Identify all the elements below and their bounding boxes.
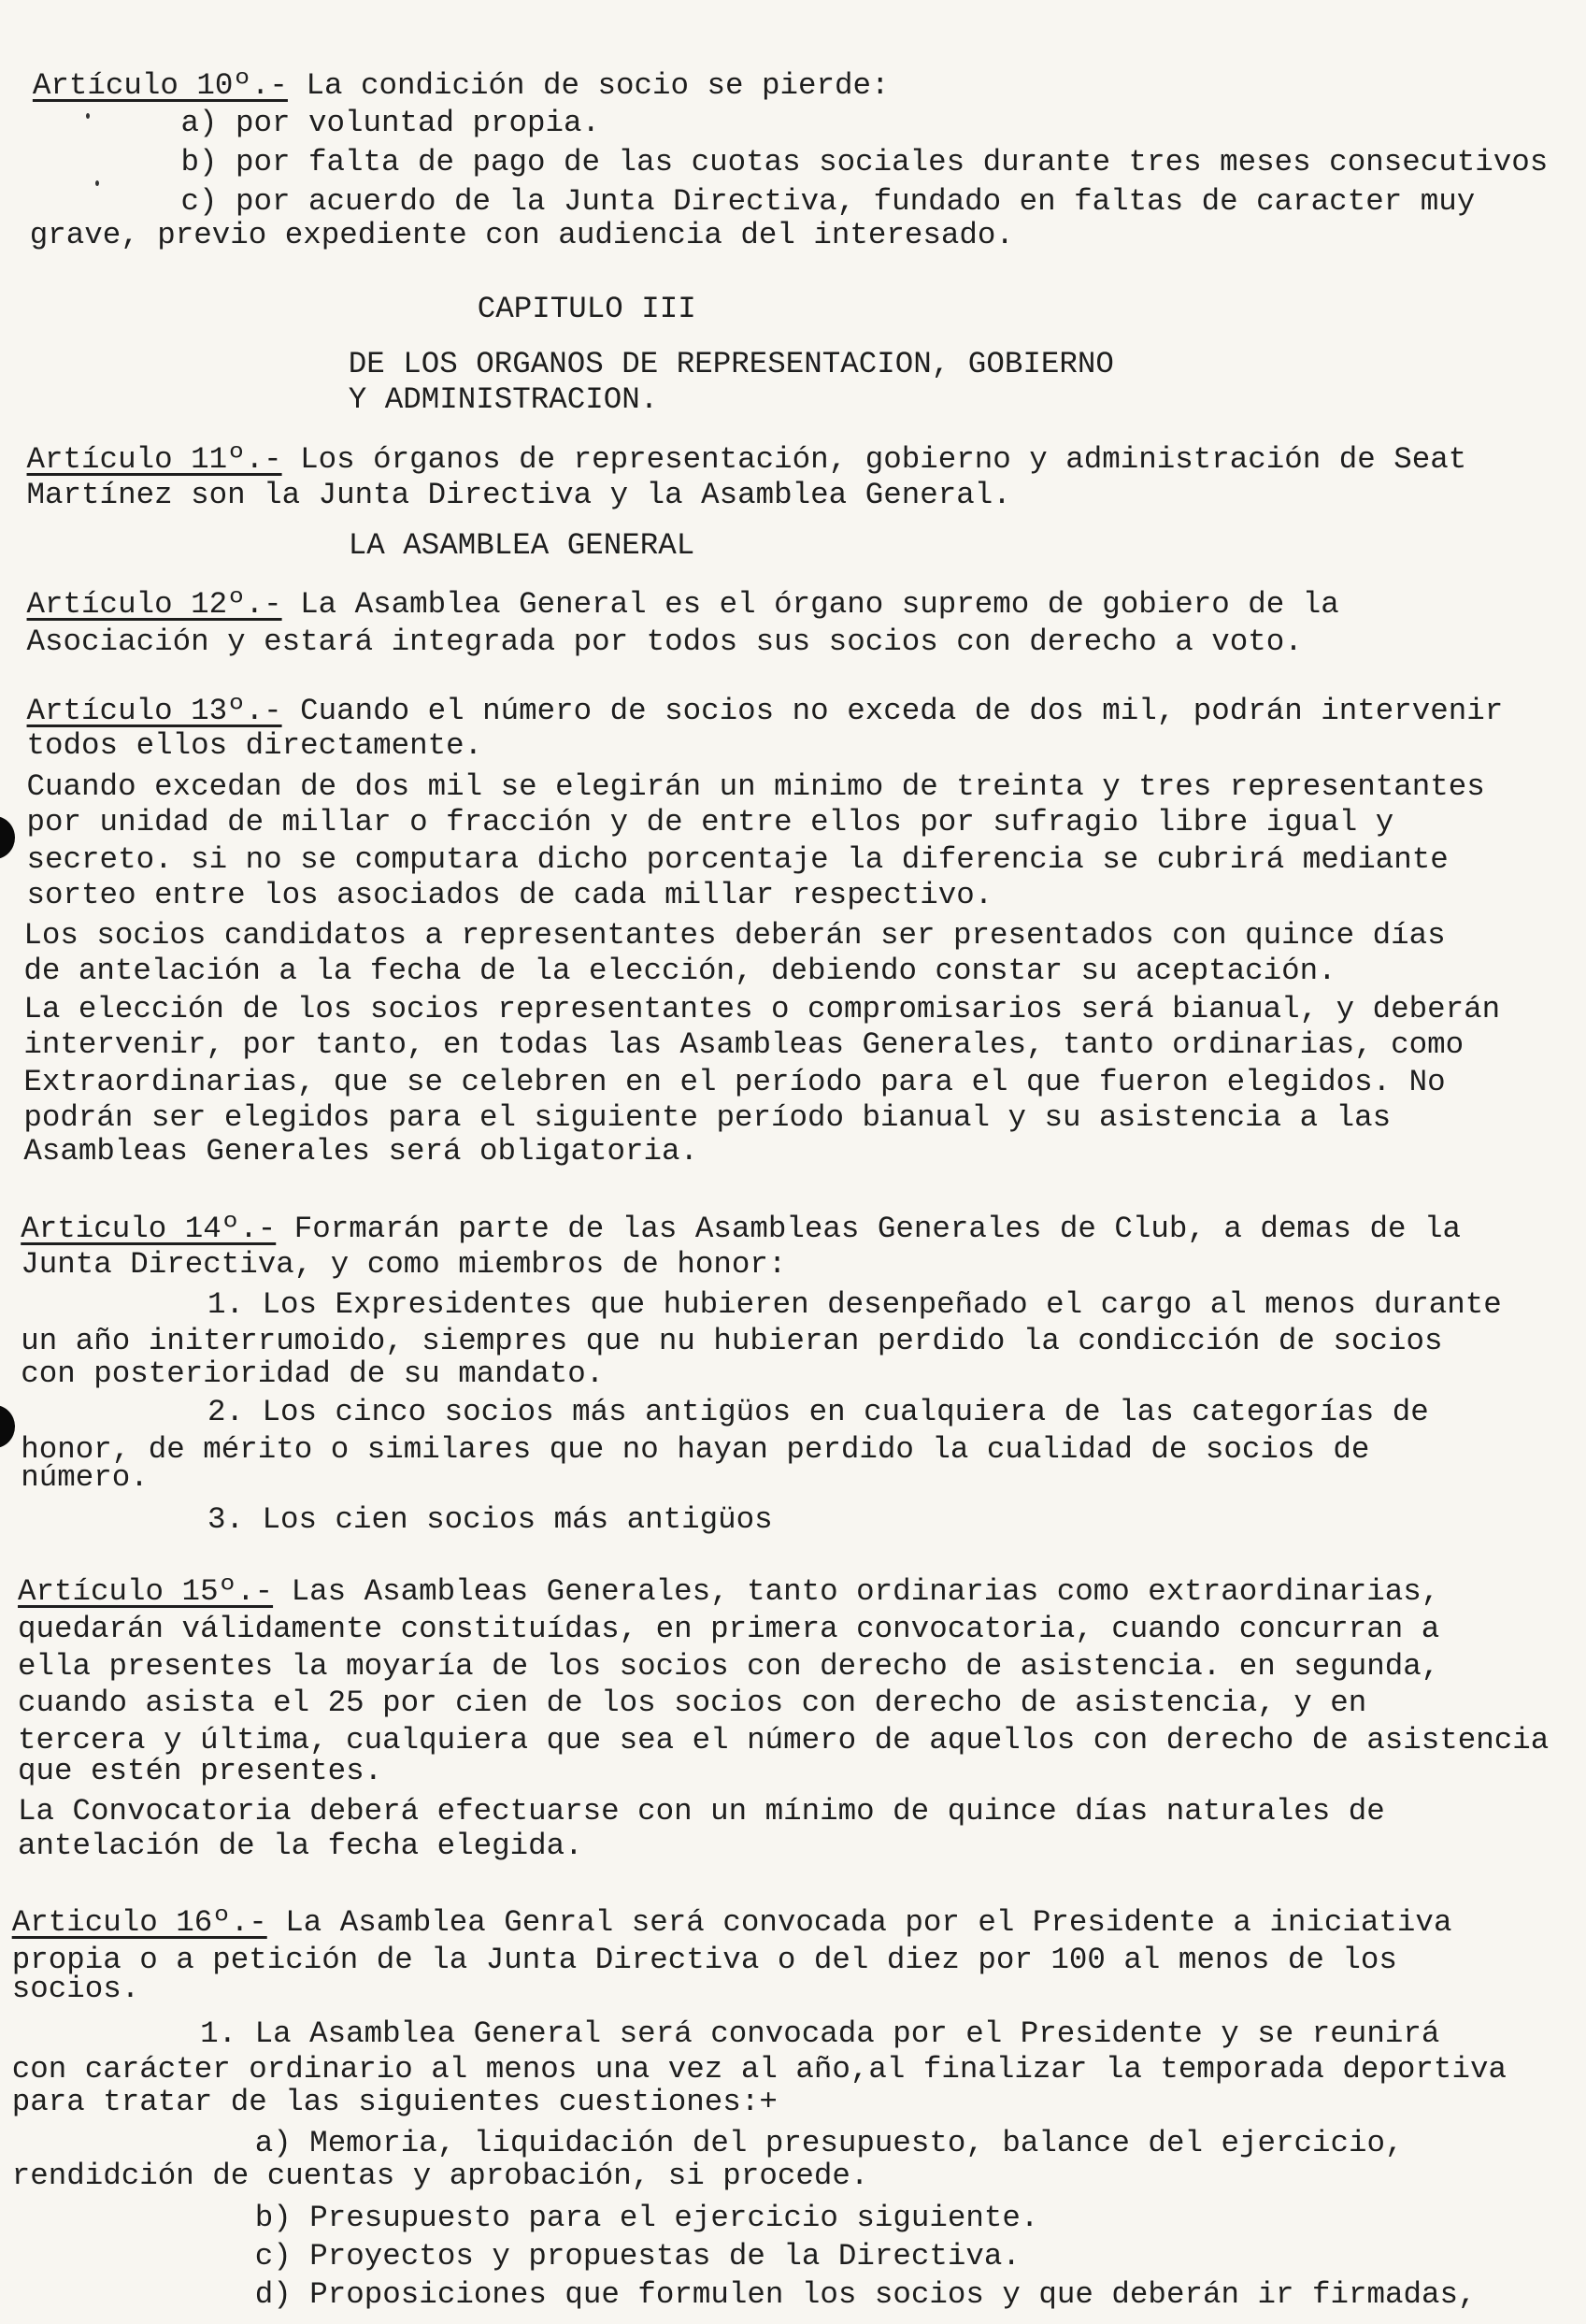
line-text: Los órganos de representación, gobierno y administración de Seat: [281, 441, 1467, 477]
line-text: CAPITULO III: [477, 292, 696, 327]
line-text: secreto. si no se computara dicho porcentaje la diferencia se cubrirá mediante: [26, 841, 1449, 877]
text-line: [23, 1065, 1445, 1100]
text-line: [30, 218, 1014, 253]
text-line: [21, 1324, 1442, 1359]
text-line: [180, 145, 1548, 180]
text-line: [27, 878, 993, 913]
text-line: [12, 1943, 1397, 1978]
article-heading: Articulo 16º.-: [11, 1905, 267, 1940]
text-line: [207, 1287, 1502, 1323]
text-line: [349, 528, 695, 564]
text-line: [21, 1432, 1369, 1468]
line-text: para tratar de las siguientes cuestiones:+: [11, 2084, 778, 2119]
article-heading: Artículo 10º.-: [32, 67, 288, 103]
line-text: de antelación a la fecha de la elección, debiendo constar su aceptación.: [23, 953, 1336, 988]
article-heading: Artículo 13º.-: [26, 694, 282, 729]
text-line: [27, 624, 1303, 660]
line-text: podrán ser elegidos para el siguiente período bianual y su asistencia a las: [23, 1099, 1392, 1135]
line-text: DE LOS ORGANOS DE REPRESENTACION, GOBIERNO: [348, 347, 1114, 382]
line-text: grave, previo expediente con audiencia del interesado.: [29, 218, 1014, 253]
text-line: [27, 805, 1394, 840]
line-text: b) Presupuesto para el ejercicio siguiente.: [254, 2200, 1039, 2235]
text-line: [18, 1794, 1385, 1829]
article-line: [21, 1212, 1461, 1247]
article-line: [27, 694, 1504, 729]
line-text: c) por acuerdo de la Junta Directiva, fundado en faltas de caracter muy: [180, 183, 1476, 219]
text-line: [12, 2085, 778, 2120]
line-text: Asambleas Generales será obligatoria.: [23, 1134, 698, 1169]
line-text: por unidad de millar o fracción y de entre ellos por sufragio libre igual y: [26, 805, 1394, 840]
line-text: un año initerrumoido, siempres que nu hubieran perdido la condicción de socios: [21, 1324, 1443, 1359]
text-line: [21, 1247, 786, 1283]
text-line: [23, 918, 1445, 954]
line-text: tercera y última, cualquiera que sea el número de aquellos con derecho de asistencia: [18, 1722, 1550, 1757]
line-text: sorteo entre los asociados de cada millar respectivo.: [26, 877, 993, 912]
text-line: [18, 1829, 583, 1864]
text-line: [255, 2239, 1021, 2274]
text-line: [18, 1686, 1366, 1721]
line-text: a) por voluntad propia.: [180, 105, 601, 140]
line-text: 2. Los cinco socios más antigüos en cualquiera de las categorías de: [207, 1395, 1429, 1430]
line-text: antelación de la fecha elegida.: [18, 1828, 583, 1863]
ink-speck: [95, 180, 99, 186]
article-line: [33, 68, 890, 104]
article-heading: Artículo 15º.-: [18, 1574, 274, 1610]
article-heading: Artículo 11º.-: [26, 441, 282, 477]
text-line: [18, 1723, 1549, 1758]
text-line: [255, 2126, 1404, 2161]
line-text: con posterioridad de su mandato.: [21, 1356, 605, 1392]
line-text: Los socios candidatos a representantes deberán ser presentados con quince días: [23, 917, 1446, 953]
line-text: La Asamblea Genral será convocada por el Presidente a iniciativa: [266, 1905, 1452, 1940]
ink-speck: [86, 113, 90, 119]
line-text: Junta Directiva, y como miembros de honor:: [21, 1246, 787, 1282]
text-line: [349, 382, 659, 418]
line-text: honor, de mérito o similares que no hayan perdido la cualidad de socios de: [21, 1432, 1370, 1468]
line-text: Martínez son la Junta Directiva y la Asamblea General.: [26, 477, 1011, 512]
line-text: Cuando excedan de dos mil se elegirán un minimo de treinta y tres representantes: [26, 769, 1485, 805]
text-line: [27, 842, 1449, 878]
text-line: [27, 728, 483, 764]
line-text: intervenir, por tanto, en todas las Asambleas Generales, tanto ordinarias, como: [23, 1027, 1465, 1063]
text-line: [207, 1502, 773, 1538]
text-line: [12, 2159, 869, 2194]
line-text: rendidción de cuentas y aprobación, si procede.: [11, 2159, 869, 2194]
text-line: [180, 106, 600, 141]
text-line: [12, 2052, 1507, 2087]
line-text: Formarán parte de las Asambleas Generales de Club, a demas de la: [276, 1211, 1461, 1246]
text-line: [349, 347, 1114, 382]
text-line: [27, 769, 1485, 805]
article-heading: Articulo 14º.-: [21, 1211, 277, 1246]
article-line: [18, 1574, 1439, 1610]
line-text: cuando asista el 25 por cien de los socios con derecho de asistencia, y en: [18, 1686, 1367, 1721]
text-line: [21, 1460, 149, 1496]
line-text: Asociación y estará integrada por todos sus socios con derecho a voto.: [26, 624, 1303, 659]
line-text: 1. La Asamblea General será convocada por el Presidente y se reunirá: [200, 2016, 1440, 2051]
line-text: 1. Los Expresidentes que hubieren desenpeñado el cargo al menos durante: [207, 1286, 1502, 1322]
line-text: Cuando el número de socios no exceda de dos mil, podrán intervenir: [281, 694, 1504, 729]
punch-hole: [0, 1405, 15, 1448]
text-line: [12, 1972, 140, 2007]
text-line: [23, 1100, 1391, 1136]
line-text: La condición de socio se pierde:: [287, 67, 890, 103]
text-line: [18, 1649, 1439, 1685]
line-text: d) Proposiciones que formulen los socios y que deberán ir firmadas,: [254, 2277, 1477, 2313]
text-line: [23, 992, 1500, 1027]
text-line: [255, 2201, 1039, 2236]
article-line: [27, 442, 1467, 478]
line-text: con carácter ordinario al menos una vez al año,al finalizar la temporada deportiva: [11, 2052, 1507, 2087]
line-text: socios.: [11, 1972, 140, 2007]
line-text: ella presentes la moyaría de los socios con derecho de asistencia. en segunda,: [18, 1648, 1440, 1684]
punch-hole: [0, 816, 15, 859]
text-line: [18, 1612, 1439, 1647]
line-text: Y ADMINISTRACION.: [348, 382, 659, 418]
line-text: b) por falta de pago de las cuotas sociales durante tres meses consecutivos: [180, 145, 1549, 180]
line-text: a) Memoria, liquidación del presupuesto, balance del ejercicio,: [254, 2126, 1404, 2161]
line-text: c) Proyectos y propuestas de la Directiva.: [254, 2238, 1021, 2274]
text-line: [21, 1356, 604, 1392]
line-text: que estén presentes.: [18, 1754, 383, 1789]
line-text: propia o a petición de la Junta Directiva o del diez por 100 al menos de los: [11, 1942, 1397, 1977]
article-line: [12, 1905, 1452, 1941]
line-text: La Convocatoria deberá efectuarse con un mínimo de quince días naturales de: [18, 1794, 1385, 1829]
line-text: LA ASAMBLEA GENERAL: [348, 527, 695, 563]
text-line: [23, 1027, 1464, 1063]
text-line: [23, 954, 1336, 989]
line-text: Las Asambleas Generales, tanto ordinarias como extraordinarias,: [273, 1574, 1440, 1610]
text-line: [207, 1395, 1429, 1430]
line-text: La elección de los socios representantes o compromisarios será bianual, y deberán: [23, 992, 1501, 1027]
text-line: [23, 1134, 698, 1169]
text-line: [27, 478, 1011, 513]
text-line: [255, 2277, 1477, 2313]
line-text: Extraordinarias, que se celebren en el período para el que fueron elegidos. No: [23, 1064, 1446, 1099]
line-text: 3. Los cien socios más antigüos: [207, 1501, 773, 1537]
line-text: quedarán válidamente constituídas, en primera convocatoria, cuando concurran a: [18, 1611, 1440, 1646]
text-line: [200, 2016, 1439, 2052]
line-text: La Asamblea General es el órgano supremo de gobiero de la: [281, 587, 1339, 623]
text-line: [180, 184, 1475, 220]
article-heading: Artículo 12º.-: [26, 587, 282, 623]
line-text: todos ellos directamente.: [26, 727, 483, 763]
text-line: [478, 292, 696, 327]
line-text: número.: [21, 1460, 149, 1496]
text-line: [18, 1754, 382, 1789]
article-line: [27, 587, 1339, 623]
